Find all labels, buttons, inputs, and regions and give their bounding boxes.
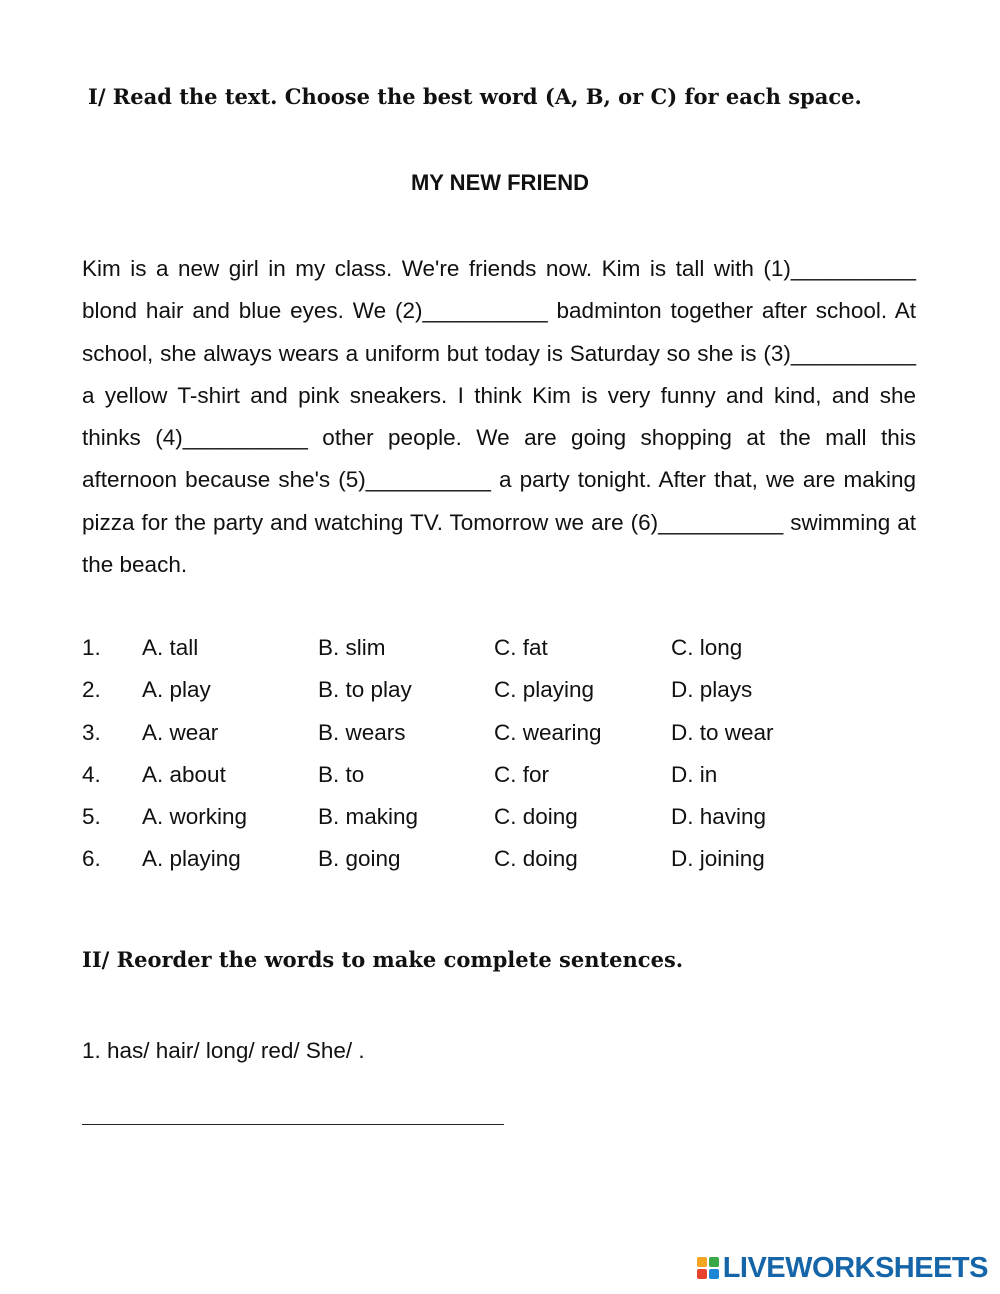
options-list (82, 627, 922, 881)
logo-square-red (697, 1269, 707, 1279)
option-b: B. slim (318, 635, 386, 660)
option-a: A. working (142, 804, 248, 830)
option-number: 2. (82, 677, 101, 703)
option-a: A. play (142, 677, 211, 703)
option-row-1 (82, 627, 922, 669)
option-a: A. wear (142, 719, 219, 745)
option-c: C. doing (494, 804, 578, 830)
option-b: B. making (318, 804, 419, 830)
option-row-5 (82, 796, 922, 838)
option-number: 3. (82, 719, 101, 745)
logo-square-blue (709, 1269, 719, 1279)
option-row-3 (82, 712, 922, 754)
option-c: C. wearing (494, 719, 602, 745)
option-d: D. in (671, 761, 718, 787)
option-b: B. going (318, 846, 401, 872)
section-1-heading: I/ Read the text. Choose the best word (A, B, or C) for each space. (88, 84, 862, 109)
option-d: D. joining (671, 846, 765, 872)
option-number: 4. (82, 761, 101, 787)
option-d: C. long (671, 635, 743, 660)
liveworksheets-logo-icon (697, 1257, 719, 1279)
logo-square-green (709, 1257, 719, 1267)
option-a: A. playing (142, 846, 241, 872)
option-row-6 (82, 838, 922, 880)
option-b: B. to play (318, 677, 412, 703)
option-c: C. for (494, 761, 550, 787)
option-number: 5. (82, 804, 101, 830)
reorder-prompt-1: 1. has/ hair/ long/ red/ She/ . (82, 1038, 365, 1063)
option-b: B. to (318, 761, 365, 787)
option-d: D. having (671, 804, 767, 830)
section-2-heading: II/ Reorder the words to make complete sentences. (82, 947, 684, 972)
option-a: A. tall (142, 635, 199, 660)
brand-name: LIVEWORKSHEETS (722, 1251, 988, 1284)
option-d: D. plays (671, 677, 753, 703)
option-b: B. wears (318, 719, 406, 745)
option-number: 6. (82, 846, 101, 872)
answer-line-1[interactable] (82, 1124, 504, 1125)
option-c: C. doing (494, 846, 578, 872)
brand-logo (697, 1252, 988, 1284)
option-number: 1. (82, 635, 101, 660)
story-title: MY NEW FRIEND (410, 170, 590, 195)
option-a: A. about (142, 761, 226, 787)
option-c: C. fat (494, 635, 548, 660)
logo-square-orange (697, 1257, 707, 1267)
option-d: D. to wear (671, 719, 774, 745)
option-row-2 (82, 669, 922, 711)
option-row-4 (82, 754, 922, 796)
option-c: C. playing (494, 677, 595, 703)
story-paragraph: Kim is a new girl in my class. We're friends now. Kim is tall with (1)__________ blond hair and blue eyes. We (2)__________ badminton together after school. At school, she always wears a uniform but today is Saturday so she is (3)__________ a yellow T-shirt and pink sneakers. I think Kim is very funny and kind, and she thinks (4)__________ other people. We are going shopping at the mall this afternoon because she's (5)__________ a party tonight. After that, we are making pizza for the party and watching TV. Tomorrow we are (6)__________ swimming at the beach. (82, 256, 916, 578)
